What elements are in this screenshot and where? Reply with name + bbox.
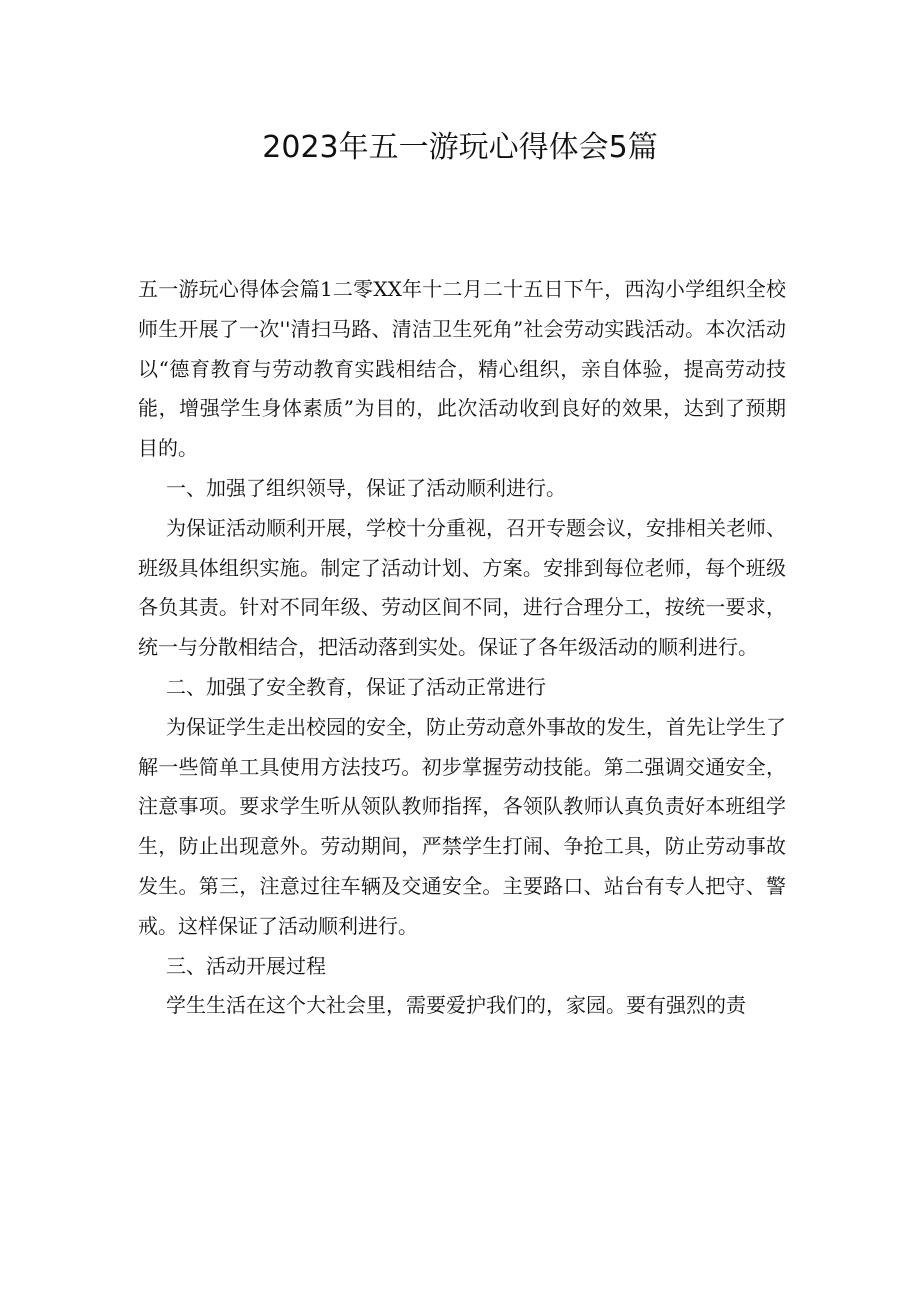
- paragraph-section-1: 为保证活动顺利开展，学校十分重视，召开专题会议，安排相关老师、班级具体组织实施。制定了活动计划、方案。安排到每位老师，每个班级各负其责。针对不同年级、劳动区间不同，进行合理分工，按统一要求，统一与分散相结合，把活动落到实处。保证了各年级活动的顺利进行。: [138, 515, 786, 660]
- document-title: 2023年五一游玩心得体会5篇: [262, 130, 658, 165]
- paragraph-section-2: 为保证学生走出校园的安全，防止劳动意外事故的发生，首先让学生了解一些简单工具使用方法技巧。初步掌握劳动技能。第二强调交通安全，注意事项。要求学生听从领队教师指挥，各领队教师认真负责好本班组学生，防止出现意外。劳动期间，严禁学生打闹、争抢工具，防止劳动事故发生。第三，注意过往车辆及交通安全。主要路口、站台有专人把守、警戒。这样保证了活动顺利进行。: [138, 714, 786, 938]
- document-body: [138, 270, 786, 1026]
- section-heading-2: 二、加强了安全教育，保证了活动正常进行: [166, 674, 546, 699]
- paragraph-intro: 五一游玩心得体会篇1二零XX年十二月二十五日下午，西沟小学组织全校师生开展了一次''清扫马路、清洁卫生死角”社会劳动实践活动。本次活动以“德育教育与劳动教育实践相结合，精心组织，亲自体验，提高劳动技能，增强学生身体素质”为目的，此次活动收到良好的效果，达到了预期目的。: [138, 277, 786, 461]
- section-heading-3: 三、活动开展过程: [166, 953, 326, 978]
- section-heading-1: 一、加强了组织领导，保证了活动顺利进行。: [166, 475, 566, 500]
- paragraph-section-3: 学生生活在这个大社会里，需要爱护我们的，家园。要有强烈的责: [166, 993, 746, 1018]
